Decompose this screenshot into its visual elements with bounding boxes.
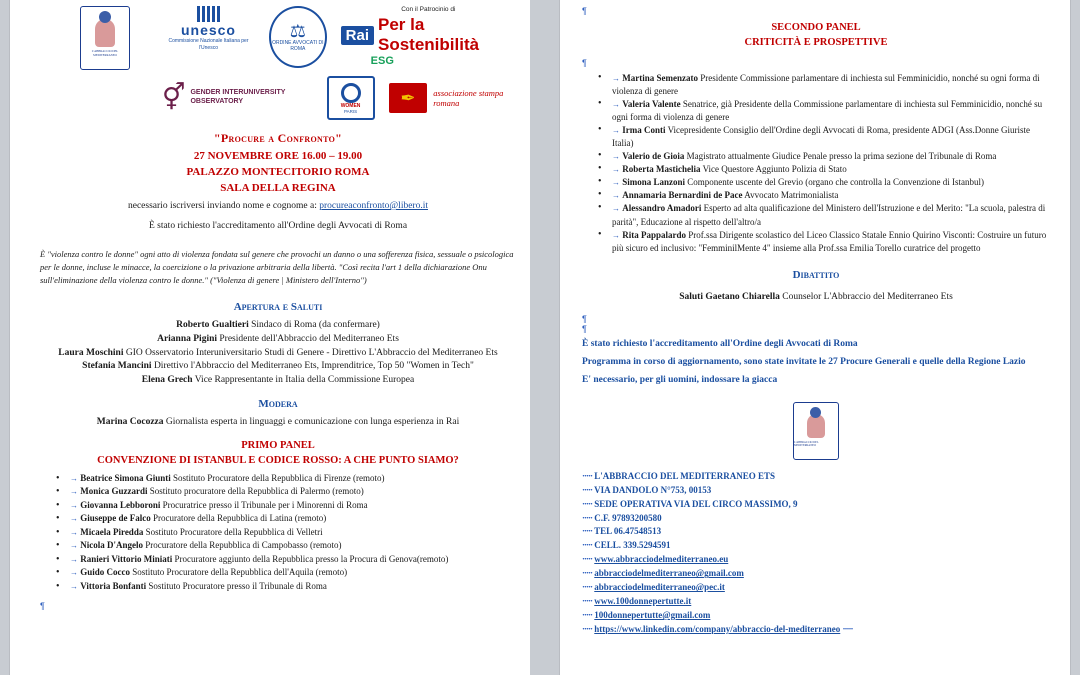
stampa-romana-logo: [389, 83, 516, 113]
speaker-name: Valeria Valente: [622, 99, 681, 110]
speaker-name: Annamaria Bernardini de Pace: [622, 190, 743, 201]
list-item: [598, 150, 1050, 163]
pilcrow-mark: ¶: [582, 58, 587, 68]
link-pec[interactable]: abbracciodelmediterraneo@pec.it: [594, 582, 725, 593]
arrow-icon: →: [70, 514, 78, 524]
contact-block: [582, 470, 1050, 637]
speaker-role: Vice Questore Aggiunto Polizia di Stato: [702, 164, 847, 175]
abbraccio-figure-icon: [95, 19, 115, 47]
speaker-name: Irma Conti: [622, 125, 666, 136]
women-paris-logo: [327, 76, 375, 120]
speaker-role: Esperto ad alta qualificazione del Ministero dell'Istruzione e del Merito: "La scuola, palestra di parità", Educazione al rispetto dell'altro/a: [612, 203, 1046, 227]
speaker-role: Senatrice, già Presidente della Commissione parlamentare di inchiesta sul Femminicidio, nonché su ogni forma di violenza di genere: [612, 99, 1043, 123]
speaker-name: Marina Cocozza: [96, 416, 164, 427]
unesco-wordmark: unesco: [180, 22, 236, 38]
apertura-item: [40, 333, 516, 347]
scales-icon: ⚖: [289, 20, 306, 41]
list-item: [56, 472, 516, 486]
contact-office: SEDE OPERATIVA VIA DEL CIRCO MASSIMO, 9: [594, 498, 798, 509]
speaker-role: Vicepresidente Consiglio dell'Ordine degli Avvocati di Roma, presidente ADGI (Ass.Donne Giuriste Italia): [612, 125, 1030, 149]
rai-esg-label: ESG: [370, 55, 394, 67]
women-label: WOMEN: [340, 102, 361, 109]
pilcrow-mark: ¶: [582, 324, 587, 335]
abbraccio-logo-caption: L'ABBRACCIO DEL MEDITERRANEO: [91, 48, 119, 57]
speaker-role: Avvocato Matrimonialista: [744, 190, 839, 201]
paris-label: PARIS: [343, 108, 358, 114]
panel1-subheading: CONVENZIONE DI ISTANBUL E CODICE ROSSO: A CHE PUNTO SIAMO?: [97, 454, 459, 466]
gender-observatory-label: GENDER INTERUNIVERSITY OBSERVATORY: [190, 89, 286, 105]
apertura-item: [40, 319, 516, 333]
speaker-role: Direttivo l'Abbraccio del Mediterraneo Ets, Imprenditrice, Top 50 "Women in Tech": [153, 361, 474, 372]
speaker-role: Vice Rappresentante in Italia della Commissione Europea: [194, 375, 415, 386]
panel2-speaker-list: [582, 72, 1050, 255]
contact-line: [582, 609, 1050, 623]
speaker-name: Elena Grech: [141, 375, 193, 386]
list-item: [56, 526, 516, 540]
document-page-right: [560, 0, 1070, 675]
speaker-name: Monica Guzzardi: [80, 486, 148, 497]
leader-dots: ·····: [582, 470, 593, 481]
leader-dots: ·····: [582, 582, 593, 593]
leader-dots: ·····: [842, 624, 853, 635]
speaker-name: Micaela Piredda: [80, 526, 144, 537]
page-right-content: [560, 0, 1070, 637]
speaker-role: Procuratore della Repubblica di Latina (remoto): [153, 513, 327, 524]
speaker-name: Alessandro Amadori: [622, 203, 702, 214]
contact-line: [582, 525, 1050, 539]
speaker-role: Componente uscente del Grevio (organo che controlla la Convenzione di Istanbul): [687, 177, 985, 188]
contact-line: [582, 484, 1050, 498]
document-page-left: [10, 0, 530, 675]
arrow-icon: →: [70, 554, 78, 564]
abbraccio-logo-icon: [80, 6, 130, 70]
speaker-name: Simona Lanzoni: [622, 177, 686, 188]
panel1-heading: PRIMO PANEL: [241, 439, 315, 451]
speaker-name: Rita Pappalardo: [622, 229, 687, 240]
list-item: [598, 202, 1050, 228]
list-item: [56, 485, 516, 499]
abbraccio-logo-caption: L'ABBRACCIO DEL MEDITERRANEO: [794, 441, 819, 448]
speaker-role: Sostituto Procuratore della Repubblica di Firenze (remoto): [173, 472, 385, 483]
list-item: [56, 553, 516, 567]
arrow-icon: →: [70, 487, 78, 497]
link-100donne-email[interactable]: 100donnepertutte@gmail.com: [594, 610, 711, 621]
contact-cf: C.F. 97893200580: [594, 512, 662, 523]
speaker-name: Martina Semenzato: [622, 73, 698, 83]
arrow-icon: →: [70, 473, 78, 483]
gender-symbol-icon: ⚥: [162, 83, 186, 112]
speaker-role: Procuratore aggiunto della Repubblica presso la Procura di Genova(remoto): [174, 553, 449, 564]
speaker-role: Sostituto Procuratore presso il Tribunale di Roma: [148, 580, 327, 591]
stampa-flame-icon: ✒: [389, 83, 428, 113]
speaker-name: Laura Moschini: [58, 347, 124, 358]
unesco-subtitle: Commissione Nazionale Italiana per l'Unesco: [168, 38, 249, 51]
registration-text: necessario iscriversi inviando nome e cognome a:: [128, 201, 317, 211]
link-website[interactable]: www.abbracciodelmediterraneo.eu: [594, 554, 729, 565]
leader-dots: ·····: [582, 568, 593, 579]
rai-logo: Rai: [341, 26, 374, 45]
speaker-name: Vittoria Bonfanti: [80, 580, 147, 591]
speaker-name: Guido Cocco: [80, 567, 131, 578]
patrocinio-label: Con il Patrocinio di: [401, 6, 456, 13]
apertura-item: [40, 374, 516, 388]
speaker-role: Sindaco di Roma (da confermare): [251, 320, 380, 331]
ordine-avvocati-logo: [269, 6, 327, 68]
list-item: [598, 176, 1050, 189]
contact-org: L'ABBRACCIO DEL MEDITERRANEO ETS: [594, 470, 776, 481]
rai-sostenibilita-label: Per la Sostenibilità: [378, 15, 480, 54]
registration-line: [40, 200, 516, 214]
arrow-icon: →: [70, 581, 78, 591]
speaker-name: Roberta Mastichelia: [622, 164, 701, 175]
modera-item: [40, 416, 516, 430]
list-item: [598, 163, 1050, 176]
speaker-role: Counselor L'Abbraccio del Mediterraneo Ets: [782, 291, 953, 302]
speaker-name: Ranieri Vittorio Miniati: [80, 553, 173, 564]
contact-tel: TEL 06.47548513: [594, 526, 662, 537]
event-venue-1: PALAZZO MONTECITORIO ROMA: [186, 166, 370, 178]
leader-dots: ·····: [582, 596, 593, 607]
list-item: [598, 229, 1050, 255]
list-item: [598, 98, 1050, 124]
arrow-icon: →: [612, 204, 620, 214]
list-item: [56, 512, 516, 526]
contact-line: [582, 512, 1050, 526]
logo-abbraccio: [80, 6, 130, 70]
unesco-logo: [162, 6, 255, 51]
contact-line: [582, 539, 1050, 553]
gender-observatory-logo: [162, 85, 313, 111]
speaker-role: Sostituto Procuratore della Repubblica di Velletri: [145, 526, 323, 537]
speaker-name: Giuseppe de Falco: [80, 513, 151, 524]
link-100donne-site[interactable]: www.100donnepertutte.it: [594, 596, 692, 607]
arrow-icon: →: [612, 74, 620, 83]
list-item: [56, 580, 516, 594]
speaker-name: Giovanna Lebboroni: [80, 499, 161, 510]
arrow-icon: →: [612, 152, 620, 162]
panel2-subheading: CRITICITÀ E PROSPETTIVE: [744, 37, 888, 48]
saluti-line: [582, 291, 1050, 305]
leader-dots: ·····: [582, 624, 593, 635]
speaker-name: Roberto Gualtieri: [176, 320, 249, 331]
list-item: [56, 539, 516, 553]
contact-line: [582, 567, 1050, 581]
panel2-heading: SECONDO PANEL: [771, 22, 861, 33]
apertura-item: [40, 360, 516, 374]
arrow-icon: →: [70, 568, 78, 578]
women-ring-icon: [341, 83, 361, 103]
speaker-role: Sostituto Procuratore della Repubblica dell'Aquila (remoto): [132, 567, 348, 578]
speaker-role: Prof.ssa Dirigente scolastico del Liceo Classico Statale Ennio Quirino Visconti: Costruire un futuro più sicuro ed inclusivo: "FemminilMente 4" insieme alla Prof.ssa Emilia Torello curatrice del progetto: [612, 229, 1047, 253]
arrow-icon: →: [612, 165, 620, 175]
page-left-content: [10, 0, 530, 611]
contact-line: [582, 470, 1050, 484]
note-accreditation: È stato richiesto l'accreditamento all'Ordine degli Avvocati di Roma: [582, 339, 858, 350]
unesco-temple-icon: [197, 6, 220, 22]
contact-line: [582, 498, 1050, 512]
speaker-role: Giornalista esperta in linguaggi e comunicazione con lunga esperienza in Rai: [165, 416, 460, 427]
leader-dots: ·····: [582, 498, 593, 509]
speaker-name: Beatrice Simona Giunti: [80, 472, 171, 483]
speaker-name: Valerio de Gioia: [622, 151, 685, 162]
speaker-role: Sostituto procuratore della Repubblica di Palermo (remoto): [149, 486, 364, 497]
section-modera-heading: Modera: [258, 397, 298, 410]
apertura-item: [40, 347, 516, 361]
accreditation-line: È stato richiesto l'accreditamento all'Ordine degli Avvocati di Roma: [148, 220, 408, 231]
arrow-icon: →: [70, 527, 78, 537]
list-item: [598, 72, 1050, 98]
abbraccio-logo-footer-icon: [793, 402, 839, 460]
panel1-speaker-list: [40, 472, 516, 594]
speaker-role: Procuratrice presso il Tribunale per i Minorenni di Roma: [162, 499, 368, 510]
note-dresscode: E' necessario, per gli uomini, indossare la giacca: [582, 374, 778, 385]
arrow-icon: →: [612, 178, 620, 188]
speaker-role: Presidente Commissione parlamentare di inchiesta sul Femminicidio, nonché su ogni forma di violenza di genere: [612, 73, 1040, 97]
stampa-romana-label: associazione stampa romana: [433, 88, 504, 108]
contact-line: [582, 581, 1050, 595]
event-title: "Procure a Confronto": [213, 131, 343, 145]
speaker-name: Saluti Gaetano Chiarella: [679, 291, 780, 302]
leader-dots: ·····: [582, 484, 593, 495]
arrow-icon: →: [612, 191, 620, 201]
list-item: [598, 124, 1050, 150]
registration-email-link[interactable]: procureaconfronto@libero.it: [319, 201, 428, 211]
violence-definition-quote: È "violenza contro le donne" ogni atto di violenza fondata sul genere che provochi un danno o una sofferenza fisica, sessuale o psicologica per le donne, incluse le minacce, la coercizione o la privazione arbitraria della libertà. "Così recita l'art 1 della dichiarazione Onu sull'eliminazione della violenza contro le donne." ("Violenza di genere | Ministero dell'Interno"): [40, 248, 514, 285]
arrow-icon: →: [612, 126, 620, 136]
page-gutter: [530, 0, 560, 675]
note-program: Programma in corso di aggiornamento, sono state invitate le 27 Procure Generali e quelle della Regione Lazio: [582, 357, 1026, 368]
speaker-role: Magistrato attualmente Giudice Penale presso la prima sezione del Tribunale di Roma: [686, 151, 997, 162]
arrow-icon: →: [612, 100, 620, 110]
event-venue-2: SALA DELLA REGINA: [220, 182, 336, 194]
pilcrow-mark: ¶: [40, 601, 45, 612]
section-apertura-heading: Apertura e Saluti: [233, 301, 323, 314]
speaker-name: Nicola D'Angelo: [80, 540, 143, 551]
speaker-role: GIO Osservatorio Interuniversitario Studi di Genere - Direttivo L'Abbraccio del Mediterraneo Ets: [125, 347, 498, 358]
leader-dots: ·····: [582, 610, 593, 621]
contact-line: [582, 595, 1050, 609]
logo-band: [40, 6, 516, 121]
contact-cell: CELL. 339.5294591: [594, 540, 671, 551]
apertura-list: [40, 319, 516, 388]
abbraccio-figure-icon: [807, 414, 825, 438]
leader-dots: ·····: [582, 512, 593, 523]
contact-line: [582, 553, 1050, 567]
ordine-avvocati-label: ORDINE AVVOCATI DI ROMA: [272, 39, 324, 52]
arrow-icon: →: [70, 500, 78, 510]
list-item: [56, 499, 516, 513]
speaker-role: Presidente dell'Abbraccio del Mediterraneo Ets: [219, 333, 399, 344]
dibattito-heading: Dibattito: [792, 268, 840, 281]
pilcrow-mark: ¶: [582, 314, 587, 325]
list-item: [598, 189, 1050, 202]
speaker-name: Stefania Mancini: [82, 361, 152, 372]
link-email[interactable]: abbracciodelmediterraneo@gmail.com: [594, 568, 744, 579]
leader-dots: ·····: [582, 526, 593, 537]
leader-dots: ·····: [582, 554, 593, 565]
speaker-name: Arianna Pigini: [157, 333, 218, 344]
link-linkedin[interactable]: https://www.linkedin.com/company/abbraccio-del-mediterraneo: [594, 624, 841, 635]
event-date: 27 NOVEMBRE ORE 16.00 – 19.00: [193, 150, 363, 162]
contact-line: [582, 623, 1050, 637]
arrow-icon: →: [612, 230, 620, 240]
arrow-icon: →: [70, 541, 78, 551]
patrocinio-block: [341, 6, 516, 67]
pilcrow-mark: ¶: [582, 6, 587, 16]
list-item: [56, 566, 516, 580]
leader-dots: ·····: [582, 540, 593, 551]
contact-address: VIA DANDOLO N°753, 00153: [594, 484, 712, 495]
speaker-role: Procuratore della Repubblica di Campobasso (remoto): [145, 540, 342, 551]
